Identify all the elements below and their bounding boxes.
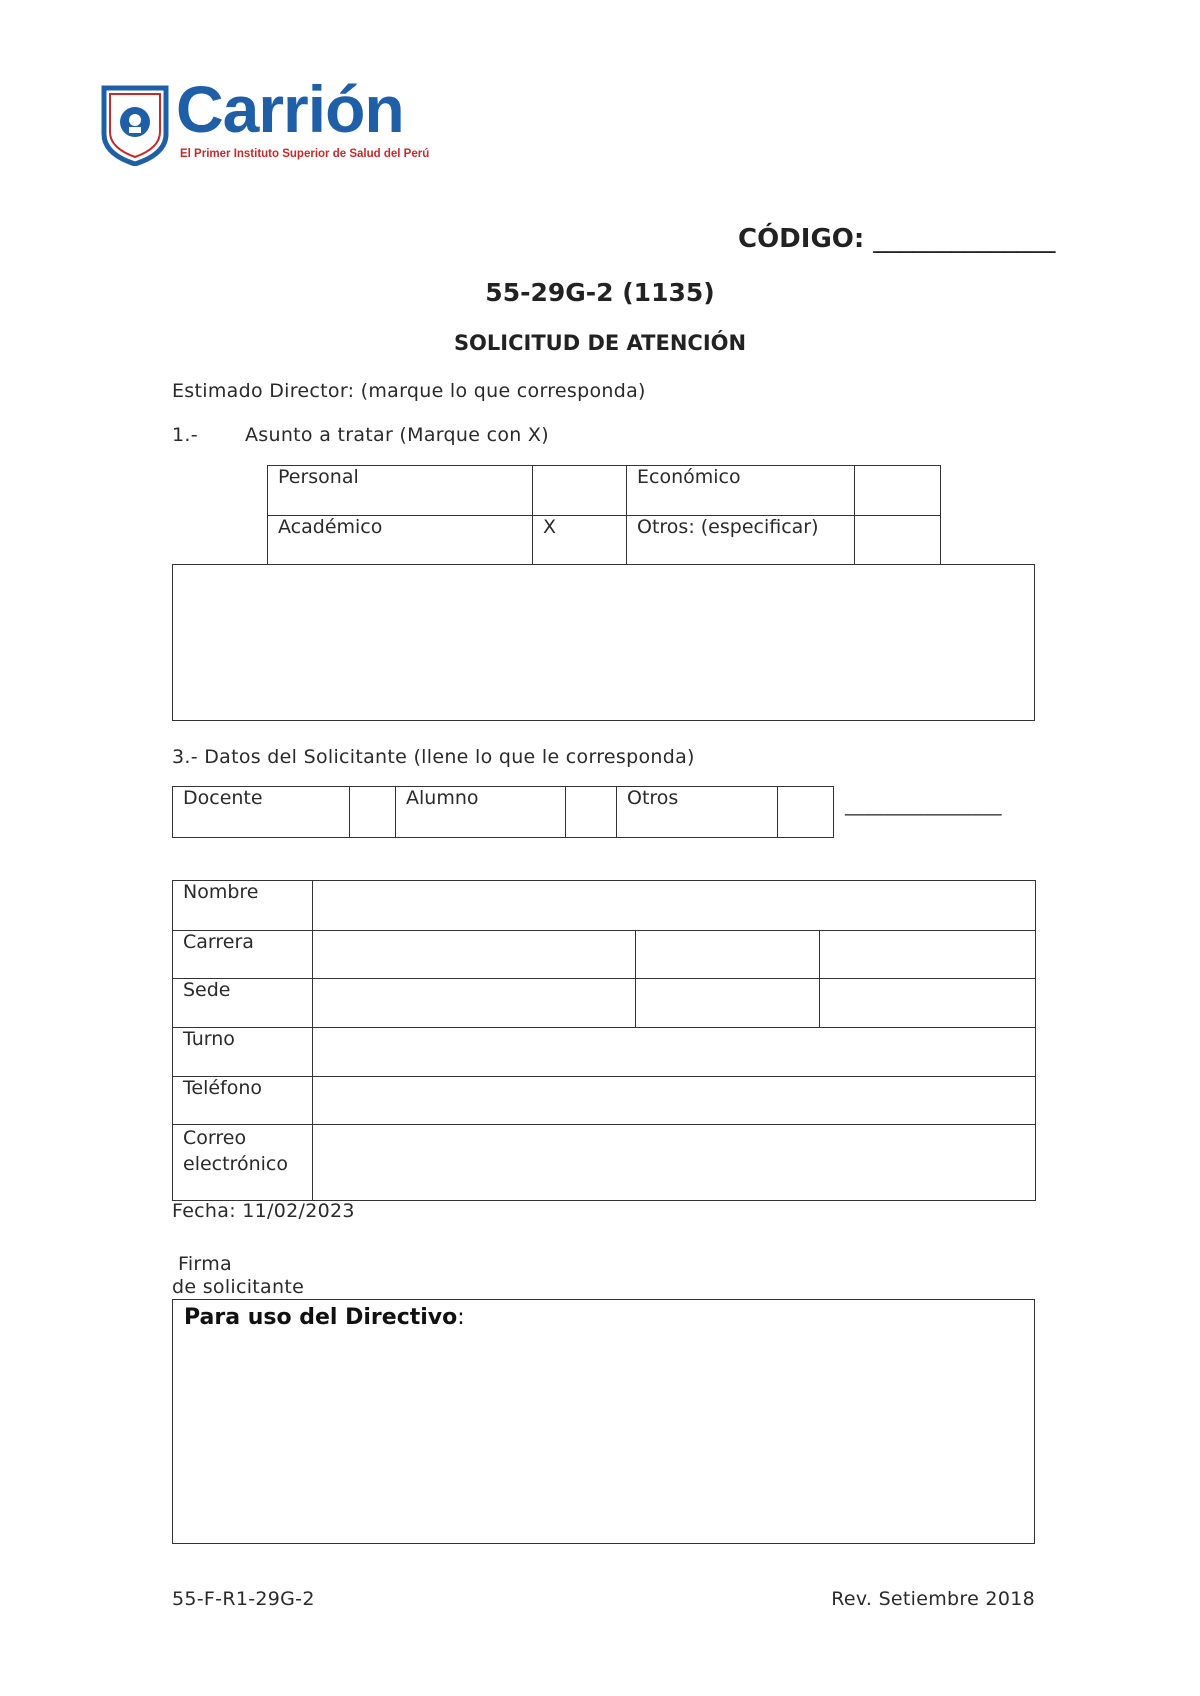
- footer-form-id: 55-F-R1-29G-2: [172, 1588, 315, 1610]
- field-correo-label-line1: Correo: [183, 1127, 247, 1149]
- brand-tagline: El Primer Instituto Superior de Salud del Perú: [180, 148, 430, 160]
- codigo-line: [738, 224, 1055, 254]
- field-carrera-extra-2[interactable]: [820, 931, 1036, 979]
- field-telefono-value[interactable]: [313, 1077, 1036, 1125]
- type-docente-mark[interactable]: [350, 787, 396, 838]
- applicant-type-table: [172, 786, 834, 838]
- firma-line1: Firma: [178, 1253, 232, 1275]
- subject-academico-label: Académico: [268, 516, 533, 565]
- subject-personal-label: Personal: [268, 466, 533, 516]
- field-telefono-label: Teléfono: [173, 1077, 313, 1125]
- subject-otros-mark[interactable]: [855, 516, 941, 565]
- subject-economico-label: Económico: [627, 466, 855, 516]
- field-correo-value[interactable]: [313, 1125, 1036, 1201]
- type-alumno-label: Alumno: [396, 787, 566, 838]
- section1-label: Asunto a tratar (Marque con X): [245, 424, 549, 446]
- subject-academico-mark[interactable]: X: [533, 516, 627, 565]
- footer-revision: Rev. Setiembre 2018: [831, 1588, 1035, 1610]
- type-alumno-mark[interactable]: [566, 787, 617, 838]
- codigo-blank: ______________: [873, 224, 1056, 254]
- field-carrera-label: Carrera: [173, 931, 313, 979]
- field-correo-label-line2: electrónico: [183, 1153, 288, 1175]
- field-carrera-extra-1[interactable]: [636, 931, 820, 979]
- type-otros-label: Otros: [617, 787, 778, 838]
- subject-table: [267, 465, 941, 565]
- type-otros-blank: ________________: [845, 794, 1002, 816]
- directivo-box[interactable]: [172, 1299, 1035, 1544]
- field-sede-value[interactable]: [313, 979, 636, 1028]
- section1-number: 1.-: [172, 424, 198, 446]
- field-turno-label: Turno: [173, 1028, 313, 1077]
- codigo-label: CÓDIGO:: [738, 224, 865, 254]
- field-correo-label: [173, 1125, 313, 1201]
- field-turno-value[interactable]: [313, 1028, 1036, 1077]
- field-nombre-value[interactable]: [313, 881, 1036, 931]
- field-sede-extra-2[interactable]: [820, 979, 1036, 1028]
- fecha-text: Fecha: 11/02/2023: [172, 1200, 355, 1222]
- form-code: 55-29G-2 (1135): [485, 278, 715, 307]
- institute-seal-icon: [100, 84, 170, 166]
- field-sede-label: Sede: [173, 979, 313, 1028]
- form-title: SOLICITUD DE ATENCIÓN: [453, 331, 747, 355]
- type-docente-label: Docente: [173, 787, 350, 838]
- type-otros-mark[interactable]: [778, 787, 834, 838]
- brand-name: Carrión: [176, 72, 404, 146]
- applicant-data-table: [172, 880, 1036, 1201]
- firma-line2: de solicitante: [172, 1276, 305, 1298]
- field-nombre-label: Nombre: [173, 881, 313, 931]
- subject-economico-mark[interactable]: [855, 466, 941, 516]
- subject-details-box[interactable]: [172, 564, 1035, 721]
- subject-otros-label: Otros: (especificar): [627, 516, 855, 565]
- field-carrera-value[interactable]: [313, 931, 636, 979]
- intro-text: Estimado Director: (marque lo que corresponda): [172, 380, 646, 402]
- subject-personal-mark[interactable]: [533, 466, 627, 516]
- directivo-label: Para uso del Directivo:: [184, 1305, 465, 1330]
- section3-label: 3.- Datos del Solicitante (llene lo que le corresponda): [172, 746, 695, 768]
- field-sede-extra-1[interactable]: [636, 979, 820, 1028]
